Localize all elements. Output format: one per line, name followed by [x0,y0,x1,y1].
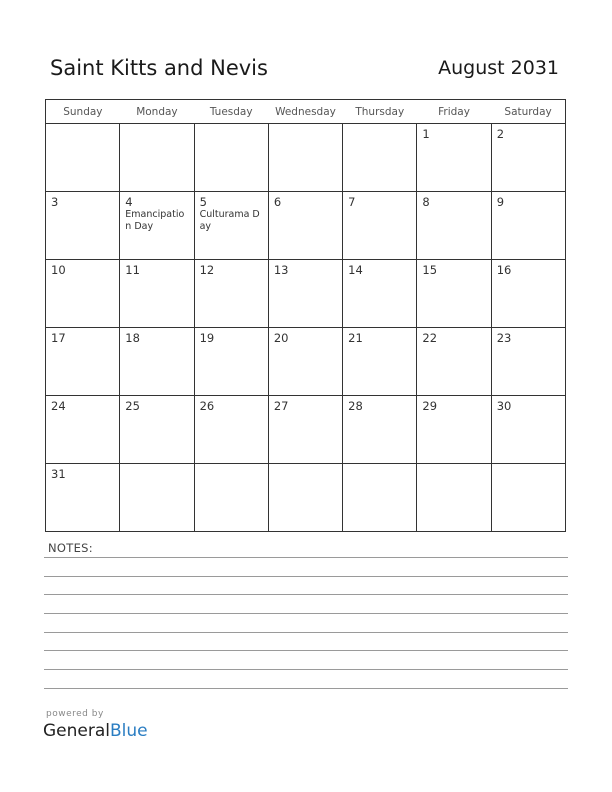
weekday-header: Sunday [46,100,120,124]
holiday-label: Emancipation Day [125,209,185,232]
note-line [44,650,568,651]
calendar-day-cell[interactable] [417,124,491,192]
calendar-day-cell[interactable] [417,328,491,396]
calendar-day-cell[interactable] [343,464,417,532]
calendar-day-cell[interactable] [46,260,120,328]
day-number: 8 [422,195,430,209]
day-number: 21 [348,331,363,345]
weekday-header: Friday [417,100,491,124]
brand-general-text: General [43,721,110,741]
calendar-day-cell[interactable] [194,328,268,396]
calendar-day-cell[interactable] [491,396,565,464]
calendar-day-cell[interactable] [343,124,417,192]
note-line [44,594,568,595]
calendar-day-cell[interactable] [491,124,565,192]
day-number: 15 [422,263,438,277]
calendar-grid [45,99,566,532]
day-number: 27 [273,399,289,413]
calendar-week-row [46,192,566,260]
calendar-week-row [46,124,566,192]
day-number: 12 [199,263,215,277]
weekday-header-row [46,100,566,124]
calendar-day-cell[interactable] [343,260,417,328]
note-line [44,669,568,670]
day-number: 1 [422,127,430,141]
calendar-day-cell[interactable] [491,464,565,532]
day-number: 22 [422,331,438,345]
calendar-day-cell[interactable] [46,192,120,260]
calendar-day-cell[interactable] [120,396,194,464]
day-number: 29 [422,399,438,413]
calendar-day-cell[interactable] [194,192,268,260]
day-number: 10 [51,263,66,277]
calendar-day-cell[interactable] [268,396,342,464]
day-number: 2 [496,127,505,141]
calendar-day-cell[interactable] [417,396,491,464]
day-number: 16 [496,263,512,277]
weekday-header: Tuesday [194,100,268,124]
day-number: 28 [348,399,363,413]
brand-blue-text: Blue [110,721,148,741]
day-number: 7 [348,195,356,209]
day-number: 23 [496,331,512,345]
day-number: 30 [496,399,512,413]
calendar-week-row [46,396,566,464]
day-number: 9 [496,195,505,209]
calendar-day-cell[interactable] [343,396,417,464]
weekday-header: Monday [120,100,194,124]
day-number: 6 [273,195,282,209]
day-number: 31 [51,467,66,481]
day-number: 19 [199,331,215,345]
calendar-day-cell[interactable] [46,328,120,396]
calendar-day-cell[interactable] [268,192,342,260]
day-number: 11 [125,263,140,277]
calendar-day-cell[interactable] [343,328,417,396]
day-number: 17 [51,331,66,345]
calendar-month-title: August 2031 [438,57,559,79]
note-line [44,576,568,577]
calendar-day-cell[interactable] [46,124,120,192]
note-line [44,557,568,558]
calendar-day-cell[interactable] [417,464,491,532]
day-number: 5 [199,195,207,209]
day-number: 24 [51,399,66,413]
calendar-day-cell[interactable] [120,464,194,532]
day-number: 14 [348,263,363,277]
day-number: 3 [51,195,59,209]
calendar-day-cell[interactable] [120,260,194,328]
note-line [44,613,568,614]
calendar-day-cell[interactable] [417,260,491,328]
calendar-day-cell[interactable] [491,260,565,328]
calendar-day-cell[interactable] [194,396,268,464]
calendar-day-cell[interactable] [46,396,120,464]
weekday-header: Wednesday [268,100,342,124]
calendar-day-cell[interactable] [194,464,268,532]
weekday-header: Thursday [343,100,417,124]
calendar-day-cell[interactable] [194,260,268,328]
note-line [44,632,568,633]
calendar-day-cell[interactable] [268,328,342,396]
day-number: 26 [199,399,215,413]
calendar-body [46,124,566,532]
calendar-day-cell[interactable] [120,124,194,192]
notes-label: NOTES: [48,541,93,555]
day-number: 18 [125,331,140,345]
day-number: 13 [273,263,289,277]
calendar-week-row [46,328,566,396]
calendar-day-cell[interactable] [46,464,120,532]
calendar-day-cell[interactable] [268,260,342,328]
day-number: 4 [125,195,133,209]
day-number: 25 [125,399,140,413]
calendar-day-cell[interactable] [268,464,342,532]
weekday-header: Saturday [491,100,565,124]
holiday-label: Culturama Day [199,209,260,232]
calendar-day-cell[interactable] [120,328,194,396]
note-line [44,688,568,689]
calendar-day-cell[interactable] [268,124,342,192]
generalblue-logo[interactable] [43,721,148,741]
calendar-day-cell[interactable] [343,192,417,260]
calendar-day-cell[interactable] [491,192,565,260]
calendar-day-cell[interactable] [417,192,491,260]
powered-by-text: powered by [46,709,104,719]
day-number: 20 [273,331,289,345]
calendar-week-row [46,464,566,532]
calendar-country-title: Saint Kitts and Nevis [50,56,268,80]
calendar-week-row [46,260,566,328]
calendar-day-cell[interactable] [120,192,194,260]
calendar-day-cell[interactable] [491,328,565,396]
calendar-day-cell[interactable] [194,124,268,192]
